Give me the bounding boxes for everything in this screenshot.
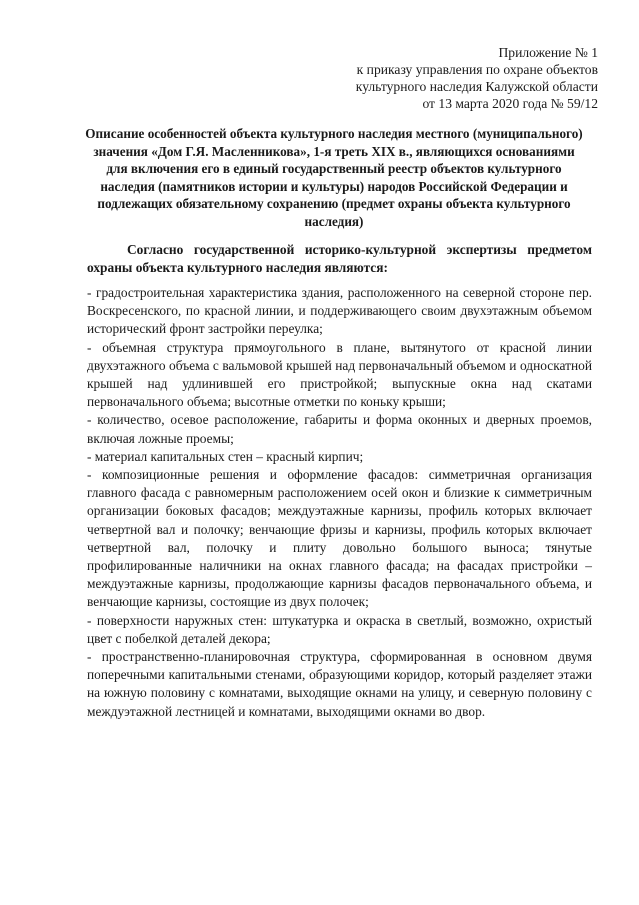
- appendix-line-2: к приказу управления по охране объектов: [356, 62, 598, 77]
- list-item: - объемная структура прямоугольного в плане, вытянутого от красной линии двухэтажного объема с вальмовой крышей над первоначальный объемом и односкатной крышей над удлинившей его пристройкой; выпускные окна над скатами первоначального объема; высотные отметки по коньку крыши;: [87, 339, 592, 410]
- list-item: - композиционные решения и оформление фасадов: симметричная организация главного фасада с равномерным расположением осей окон и близкие к симметричным организации боковых фасадов; междуэтажные карнизы, профиль которых включает четвертной вал и полочку; венчающие фризы и карнизы, профиль которых включает четвертной вал, полочку и плиту довольно большого выноса; тянутые профилированные наличники на окнах главного фасада; на фасадах пристройки – междуэтажные карнизы, продолжающие карнизы фасадов первоначального объема, и венчающие карнизы, состоящие из двух полочек;: [87, 467, 592, 610]
- appendix-header: [278, 44, 598, 112]
- list-item: - пространственно-планировочная структура, сформированная в основном двумя поперечными капитальными стенами, образующими коридор, который разделяет этажи на южную половину с комнатами, выходящие окнами на улицу, и северную половину с междуэтажной лестницей и комнатами, выходящими окнами во двор.: [87, 649, 592, 719]
- list-item: - количество, осевое расположение, габариты и форма оконных и дверных проемов, включая ложные проемы;: [87, 412, 592, 446]
- protected-features-list: [87, 284, 592, 721]
- appendix-line-1: Приложение № 1: [498, 45, 598, 60]
- list-item: - градостроительная характеристика здания, расположенного на северной стороне пер. Воскресенского, по красной линии, и поддерживающего своим двухэтажным объемом исторический фронт застройки переулка;: [87, 285, 592, 337]
- document-title: Описание особенностей объекта культурного наследия местного (муниципального) значения «Дом Г.Я. Масленникова», 1-я треть XIX в., являющихся основаниями для включения его в единый государственный реестр объектов культурного наследия (памятников истории и культуры) народов Российской Федерации и подлежащих обязательному сохранению (предмет охраны объекта культурного наследия): [85, 126, 583, 229]
- list-item: - материал капитальных стен – красный кирпич;: [87, 448, 364, 464]
- appendix-line-3: культурного наследия Калужской области: [355, 79, 598, 94]
- appendix-line-4: от 13 марта 2020 года № 59/12: [422, 96, 598, 111]
- list-item: - поверхности наружных стен: штукатурка и окраска в светлый, возможно, охристый цвет с побелкой деталей декора;: [87, 612, 592, 646]
- intro-paragraph: Согласно государственной историко-культурной экспертизы предметом охраны объекта культурного наследия являются:: [87, 242, 592, 275]
